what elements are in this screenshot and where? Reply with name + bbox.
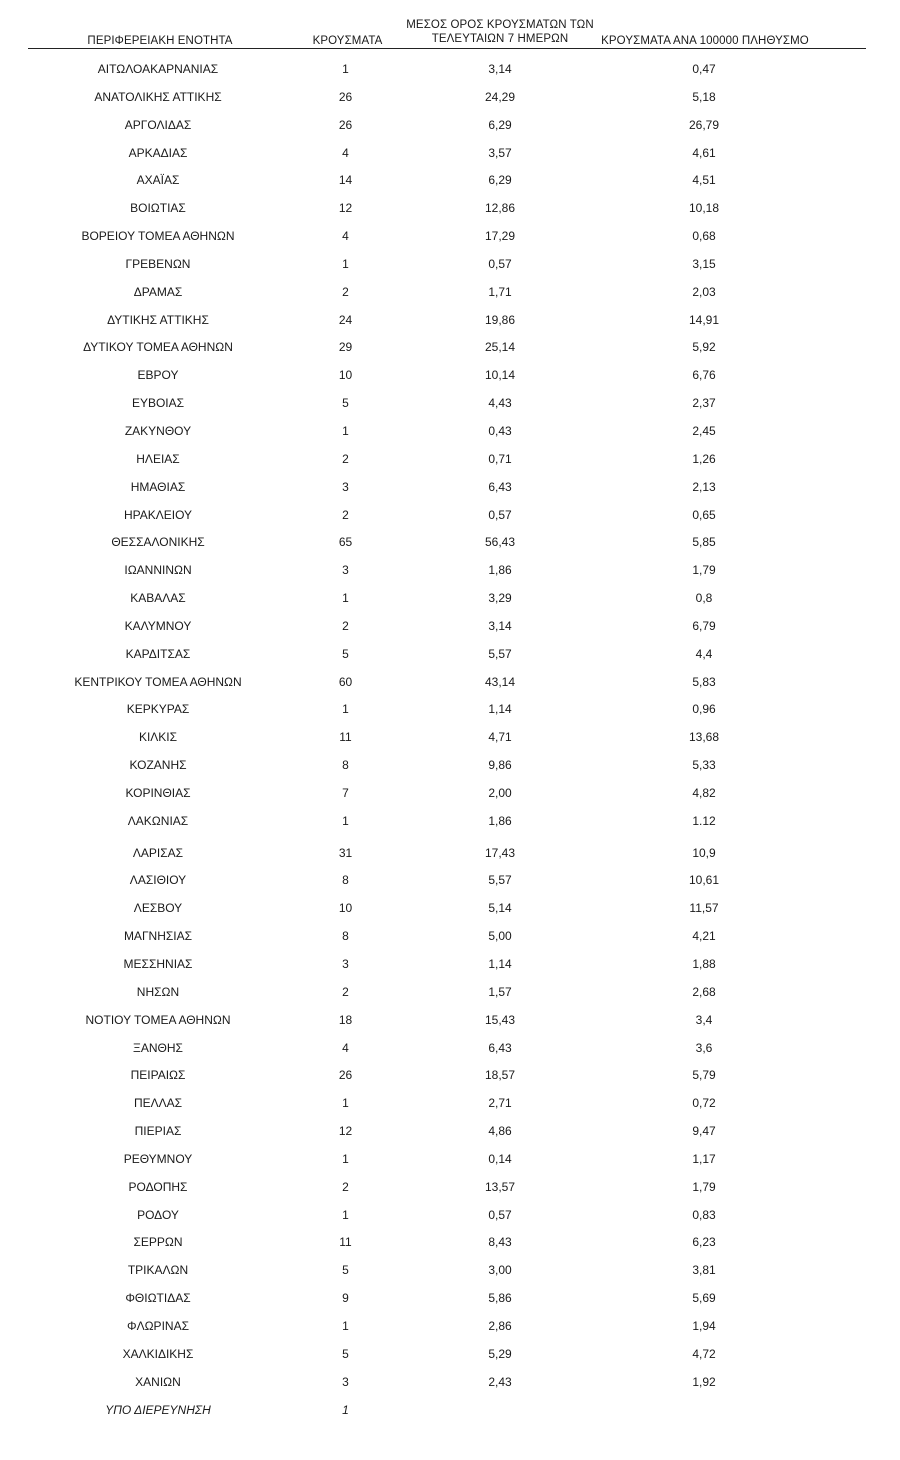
region-cell: ΠΕΛΛΑΣ xyxy=(133,1096,183,1111)
table-row xyxy=(0,780,900,808)
per100k-cell: 2,45 xyxy=(692,423,716,438)
region-cell: ΚΑΡΔΙΤΣΑΣ xyxy=(125,646,191,661)
per100k-cell: 1,92 xyxy=(692,1374,716,1389)
cases-cell: 1 xyxy=(342,1151,349,1166)
cases-cell: 10 xyxy=(338,901,353,916)
cases-cell: 4 xyxy=(342,145,349,160)
region-cell: ΖΑΚΥΝΘΟΥ xyxy=(124,423,192,438)
table-row xyxy=(0,1313,900,1341)
per100k-cell: 9,47 xyxy=(692,1124,716,1139)
table-row xyxy=(0,251,900,279)
cases-cell: 12 xyxy=(338,201,353,216)
table-row xyxy=(0,307,900,335)
table-row xyxy=(0,1397,900,1425)
avg7-cell: 5,86 xyxy=(488,1291,512,1306)
table-row xyxy=(0,502,900,530)
avg7-cell: 9,86 xyxy=(488,758,512,773)
per100k-cell: 5,69 xyxy=(692,1291,716,1306)
per100k-cell: 1.12 xyxy=(692,813,716,828)
cases-cell: 8 xyxy=(342,758,349,773)
region-cell: ΑΡΚΑΔΙΑΣ xyxy=(128,145,188,160)
table-row xyxy=(0,557,900,585)
region-cell: ΒΟΡΕΙΟΥ ΤΟΜΕΑ ΑΘΗΝΩΝ xyxy=(81,229,235,244)
table-row xyxy=(0,979,900,1007)
table-row xyxy=(0,613,900,641)
table-row xyxy=(0,923,900,951)
cases-cell: 26 xyxy=(338,117,353,132)
region-cell: ΛΑΣΙΘΙΟΥ xyxy=(129,873,187,888)
cases-cell: 8 xyxy=(342,929,349,944)
cases-cell: 1 xyxy=(342,256,349,271)
column-header-cases-per-100k: ΚΡΟΥΣΜΑΤΑ ΑΝΑ 100000 ΠΛΗΘΥΣΜΟ xyxy=(601,35,809,47)
region-cell: ΝΗΣΩΝ xyxy=(136,984,180,999)
avg7-cell: 1,14 xyxy=(488,957,512,971)
avg7-cell: 0,14 xyxy=(488,1151,512,1166)
per100k-cell: 11,57 xyxy=(689,901,719,916)
table-row xyxy=(0,867,900,895)
per100k-cell: 14,91 xyxy=(688,312,720,327)
avg7-cell: 0,43 xyxy=(488,423,512,438)
table-row xyxy=(0,140,900,168)
table-row xyxy=(0,951,900,979)
column-header-region: ΠΕΡΙΦΕΡΕΙΑΚΗ ΕΝΟΤΗΤΑ xyxy=(87,35,233,47)
region-cell: ΒΟΙΩΤΙΑΣ xyxy=(130,201,186,216)
region-cell: ΜΑΓΝΗΣΙΑΣ xyxy=(123,929,193,944)
table-row xyxy=(0,446,900,474)
table-row xyxy=(0,112,900,140)
region-cell: ΕΒΡΟΥ xyxy=(137,368,179,383)
avg7-cell: 2,71 xyxy=(488,1096,512,1111)
table-row xyxy=(0,1146,900,1174)
region-cell: ΓΡΕΒΕΝΩΝ xyxy=(125,256,191,271)
cases-cell: 10 xyxy=(338,368,353,383)
cases-cell: 2 xyxy=(342,1179,349,1194)
region-cell: ΦΛΩΡΙΝΑΣ xyxy=(127,1318,189,1333)
table-row xyxy=(0,1202,900,1230)
cases-cell: 5 xyxy=(342,396,349,411)
per100k-cell: 5,18 xyxy=(692,89,716,104)
per100k-cell: 1,26 xyxy=(692,451,716,466)
per100k-cell: 13,68 xyxy=(688,730,720,745)
region-cell: ΠΙΕΡΙΑΣ xyxy=(134,1124,182,1139)
avg7-cell: 5,57 xyxy=(488,873,512,888)
avg7-cell: 1,14 xyxy=(488,702,512,717)
region-cell: ΚΑΛΥΜΝΟΥ xyxy=(124,618,192,633)
region-cell: ΡΟΔΟΠΗΣ xyxy=(128,1179,188,1194)
cases-cell: 1 xyxy=(342,1207,349,1222)
region-cell: ΧΑΝΙΩΝ xyxy=(135,1374,181,1389)
per100k-cell: 0,8 xyxy=(695,591,713,606)
per100k-cell: 2,03 xyxy=(692,284,716,299)
avg7-cell: 25,14 xyxy=(484,340,516,355)
cases-cell: 5 xyxy=(342,1263,349,1278)
cases-cell: 11 xyxy=(339,730,352,745)
table-row xyxy=(0,1118,900,1146)
table-row xyxy=(0,529,900,557)
per100k-cell: 0,96 xyxy=(692,702,716,717)
avg7-cell: 5,29 xyxy=(488,1346,512,1361)
per100k-cell: 4,61 xyxy=(692,145,716,160)
table-row xyxy=(0,1035,900,1063)
per100k-cell: 1,88 xyxy=(692,957,716,971)
table-row xyxy=(0,1174,900,1202)
per100k-cell: 26,79 xyxy=(688,117,720,132)
cases-cell: 26 xyxy=(338,1068,353,1083)
table-row xyxy=(0,362,900,390)
per100k-cell: 4,4 xyxy=(695,646,713,661)
avg7-cell: 19,86 xyxy=(484,312,516,327)
cases-cell: 2 xyxy=(342,618,349,633)
region-cell: ΕΥΒΟΙΑΣ xyxy=(131,396,185,411)
table-row xyxy=(0,223,900,251)
per100k-cell: 0,65 xyxy=(692,507,716,522)
per100k-cell: 10,61 xyxy=(688,873,720,888)
avg7-cell: 1,71 xyxy=(488,284,512,299)
per100k-cell: 0,72 xyxy=(692,1096,716,1111)
avg7-cell: 3,29 xyxy=(488,591,512,606)
avg7-cell: 12,86 xyxy=(484,201,516,216)
table-row xyxy=(0,195,900,223)
column-header-cases: ΚΡΟΥΣΜΑΤΑ xyxy=(312,35,383,47)
region-cell: ΘΕΣΣΑΛΟΝΙΚΗΣ xyxy=(111,535,205,550)
table-row xyxy=(0,84,900,112)
region-cell: ΑΧΑΪΑΣ xyxy=(136,173,180,188)
avg7-cell: 6,29 xyxy=(488,117,512,132)
avg7-cell: 0,71 xyxy=(488,451,512,466)
table-row xyxy=(0,1285,900,1313)
per100k-cell: 10,9 xyxy=(692,845,716,860)
column-header-7day-average-line2: ΤΕΛΕΥΤΑΙΩΝ 7 ΗΜΕΡΩΝ xyxy=(431,33,569,45)
per100k-cell: 1,79 xyxy=(692,563,716,578)
region-cell: ΦΘΙΩΤΙΔΑΣ xyxy=(125,1291,191,1306)
avg7-cell: 4,71 xyxy=(488,730,512,745)
per100k-cell: 5,83 xyxy=(692,674,716,689)
per100k-cell: 0,68 xyxy=(692,229,716,244)
cases-cell: 1 xyxy=(342,423,349,438)
per100k-cell: 6,76 xyxy=(692,368,716,383)
per100k-cell: 10,18 xyxy=(688,201,720,216)
table-row xyxy=(0,585,900,613)
column-header-7day-average-line1: ΜΕΣΟΣ ΟΡΟΣ ΚΡΟΥΣΜΑΤΩΝ ΤΩΝ xyxy=(406,19,594,31)
table-row xyxy=(0,1090,900,1118)
table-row xyxy=(0,1229,900,1257)
table-row xyxy=(0,696,900,724)
cases-cell: 26 xyxy=(338,89,353,104)
avg7-cell: 0,57 xyxy=(488,256,512,271)
cases-cell: 7 xyxy=(342,785,349,800)
per100k-cell: 4,51 xyxy=(692,173,716,188)
per100k-cell: 4,82 xyxy=(692,785,716,800)
cases-cell: 24 xyxy=(338,312,353,327)
region-cell: ΜΕΣΣΗΝΙΑΣ xyxy=(123,957,193,971)
cases-cell: 1 xyxy=(342,1402,349,1417)
cases-cell: 65 xyxy=(338,535,353,550)
region-cell: ΚΟΡΙΝΘΙΑΣ xyxy=(125,785,191,800)
table-row xyxy=(0,1062,900,1090)
avg7-cell: 3,14 xyxy=(488,618,512,633)
region-cell: ΚΟΖΑΝΗΣ xyxy=(129,758,187,773)
per100k-cell: 5,92 xyxy=(692,340,716,355)
cases-cell: 1 xyxy=(342,1318,349,1333)
region-cell: ΔΥΤΙΚΟΥ ΤΟΜΕΑ ΑΘΗΝΩΝ xyxy=(83,340,233,355)
per100k-cell: 3,81 xyxy=(692,1263,716,1278)
region-cell: ΡΟΔΟΥ xyxy=(137,1207,179,1222)
region-cell: ΤΡΙΚΑΛΩΝ xyxy=(127,1263,189,1278)
cases-cell: 3 xyxy=(342,1374,349,1389)
avg7-cell: 18,57 xyxy=(484,1068,516,1083)
cases-cell: 12 xyxy=(338,1124,353,1139)
cases-cell: 18 xyxy=(338,1012,353,1027)
avg7-cell: 15,43 xyxy=(484,1012,516,1027)
per100k-cell: 6,79 xyxy=(692,618,716,633)
cases-cell: 3 xyxy=(342,563,349,578)
region-cell: ΑΡΓΟΛΙΔΑΣ xyxy=(124,117,192,132)
cases-cell: 2 xyxy=(342,284,349,299)
cases-cell: 3 xyxy=(342,479,349,494)
avg7-cell: 5,57 xyxy=(488,646,512,661)
avg7-cell: 1,86 xyxy=(488,563,512,578)
per100k-cell: 2,68 xyxy=(692,984,716,999)
per100k-cell: 0,47 xyxy=(692,62,716,76)
table-row xyxy=(0,669,900,697)
cases-cell: 60 xyxy=(338,674,353,689)
table-row xyxy=(0,808,900,836)
table-body xyxy=(0,56,900,1424)
cases-cell: 14 xyxy=(338,173,353,188)
avg7-cell: 2,43 xyxy=(488,1374,512,1389)
table-row xyxy=(0,641,900,669)
region-cell: ΝΟΤΙΟΥ ΤΟΜΕΑ ΑΘΗΝΩΝ xyxy=(85,1012,231,1027)
avg7-cell: 3,14 xyxy=(488,62,512,76)
table-row xyxy=(0,1007,900,1035)
region-cell: ΑΝΑΤΟΛΙΚΗΣ ΑΤΤΙΚΗΣ xyxy=(94,89,222,104)
avg7-cell: 1,57 xyxy=(488,984,512,999)
region-cell: ΛΕΣΒΟΥ xyxy=(133,901,183,916)
avg7-cell: 56,43 xyxy=(484,535,516,550)
table-row xyxy=(0,840,900,868)
cases-cell: 2 xyxy=(342,984,349,999)
avg7-cell: 17,43 xyxy=(484,845,516,860)
avg7-cell: 6,43 xyxy=(488,479,512,494)
region-cell: ΚΑΒΑΛΑΣ xyxy=(130,591,186,606)
cases-cell: 2 xyxy=(342,451,349,466)
table-header xyxy=(0,0,900,50)
per100k-cell: 0,83 xyxy=(692,1207,716,1222)
cases-cell: 5 xyxy=(342,646,349,661)
avg7-cell: 6,29 xyxy=(488,173,512,188)
cases-cell: 1 xyxy=(342,591,349,606)
avg7-cell: 6,43 xyxy=(488,1040,512,1055)
region-cell: ΙΩΑΝΝΙΝΩΝ xyxy=(124,563,192,578)
cases-cell: 1 xyxy=(342,813,349,828)
region-cell: ΞΑΝΘΗΣ xyxy=(133,1040,183,1055)
table-row xyxy=(0,1369,900,1397)
table-row xyxy=(0,390,900,418)
region-cell: ΠΕΙΡΑΙΩΣ xyxy=(130,1068,186,1083)
cases-cell: 5 xyxy=(342,1346,349,1361)
cases-cell: 1 xyxy=(342,1096,349,1111)
region-cell: ΑΙΤΩΛΟΑΚΑΡΝΑΝΙΑΣ xyxy=(97,62,219,76)
table-row xyxy=(0,1257,900,1285)
cases-cell: 2 xyxy=(342,507,349,522)
avg7-cell: 2,86 xyxy=(488,1318,512,1333)
avg7-cell: 1,86 xyxy=(488,813,512,828)
column-header-7day-average xyxy=(395,18,605,46)
avg7-cell: 43,14 xyxy=(484,674,516,689)
region-cell: ΗΛΕΙΑΣ xyxy=(136,451,180,466)
per100k-cell: 5,33 xyxy=(692,758,716,773)
region-cell: ΚΕΡΚΥΡΑΣ xyxy=(126,702,190,717)
region-cell: ΗΜΑΘΙΑΣ xyxy=(130,479,186,494)
avg7-cell: 24,29 xyxy=(484,89,516,104)
per100k-cell: 1,79 xyxy=(692,1179,716,1194)
region-cell: ΧΑΛΚΙΔΙΚΗΣ xyxy=(122,1346,194,1361)
cases-cell: 4 xyxy=(342,229,349,244)
per100k-cell: 3,15 xyxy=(692,256,716,271)
region-cell: ΛΑΚΩΝΙΑΣ xyxy=(127,813,189,828)
avg7-cell: 5,14 xyxy=(488,901,512,916)
table-row xyxy=(0,724,900,752)
avg7-cell: 0,57 xyxy=(488,1207,512,1222)
table-row xyxy=(0,279,900,307)
avg7-cell: 13,57 xyxy=(484,1179,516,1194)
table-row xyxy=(0,418,900,446)
per100k-cell: 3,6 xyxy=(695,1040,713,1055)
header-divider xyxy=(28,48,866,49)
avg7-cell: 17,29 xyxy=(484,229,516,244)
cases-cell: 29 xyxy=(338,340,353,355)
per100k-cell: 1,94 xyxy=(692,1318,716,1333)
cases-cell: 9 xyxy=(342,1291,349,1306)
region-cell: ΗΡΑΚΛΕΙΟΥ xyxy=(123,507,193,522)
cases-cell: 8 xyxy=(342,873,349,888)
avg7-cell: 3,57 xyxy=(488,145,512,160)
cases-cell: 1 xyxy=(342,702,349,717)
avg7-cell: 10,14 xyxy=(484,368,516,383)
table-row xyxy=(0,167,900,195)
per100k-cell: 2,13 xyxy=(692,479,716,494)
avg7-cell: 5,00 xyxy=(488,929,512,944)
region-cell: ΛΑΡΙΣΑΣ xyxy=(132,845,184,860)
avg7-cell: 3,00 xyxy=(488,1263,512,1278)
per100k-cell: 2,37 xyxy=(692,396,716,411)
per100k-cell: 3,4 xyxy=(695,1012,713,1027)
per100k-cell: 6,23 xyxy=(692,1235,716,1250)
cases-cell: 31 xyxy=(338,845,353,860)
region-cell: ΚΕΝΤΡΙΚΟΥ ΤΟΜΕΑ ΑΘΗΝΩΝ xyxy=(74,674,242,689)
per100k-cell: 4,72 xyxy=(692,1346,716,1361)
table-row xyxy=(0,752,900,780)
table-row xyxy=(0,334,900,362)
per100k-cell: 5,79 xyxy=(692,1068,716,1083)
avg7-cell: 4,43 xyxy=(488,396,512,411)
per100k-cell: 4,21 xyxy=(692,929,716,944)
avg7-cell: 8,43 xyxy=(488,1235,512,1250)
region-cell: ΚΙΛΚΙΣ xyxy=(138,730,178,745)
region-cell: ΔΡΑΜΑΣ xyxy=(133,284,183,299)
per100k-cell: 1,17 xyxy=(692,1151,716,1166)
table-row xyxy=(0,474,900,502)
cases-cell: 1 xyxy=(342,62,349,76)
table-row xyxy=(0,56,900,84)
avg7-cell: 0,57 xyxy=(488,507,512,522)
region-cell: ΡΕΘΥΜΝΟΥ xyxy=(123,1151,193,1166)
avg7-cell: 2,00 xyxy=(488,785,512,800)
table-row xyxy=(0,895,900,923)
cases-cell: 11 xyxy=(339,1235,352,1250)
per100k-cell: 5,85 xyxy=(692,535,716,550)
region-cell: ΣΕΡΡΩΝ xyxy=(133,1235,183,1250)
region-cell: ΥΠΟ ΔΙΕΡΕΥΝΗΣΗ xyxy=(105,1402,211,1417)
region-cell: ΔΥΤΙΚΗΣ ΑΤΤΙΚΗΣ xyxy=(107,312,209,327)
avg7-cell: 4,86 xyxy=(488,1124,512,1139)
cases-cell: 3 xyxy=(342,957,349,971)
cases-cell: 4 xyxy=(342,1040,349,1055)
table-row xyxy=(0,1341,900,1369)
